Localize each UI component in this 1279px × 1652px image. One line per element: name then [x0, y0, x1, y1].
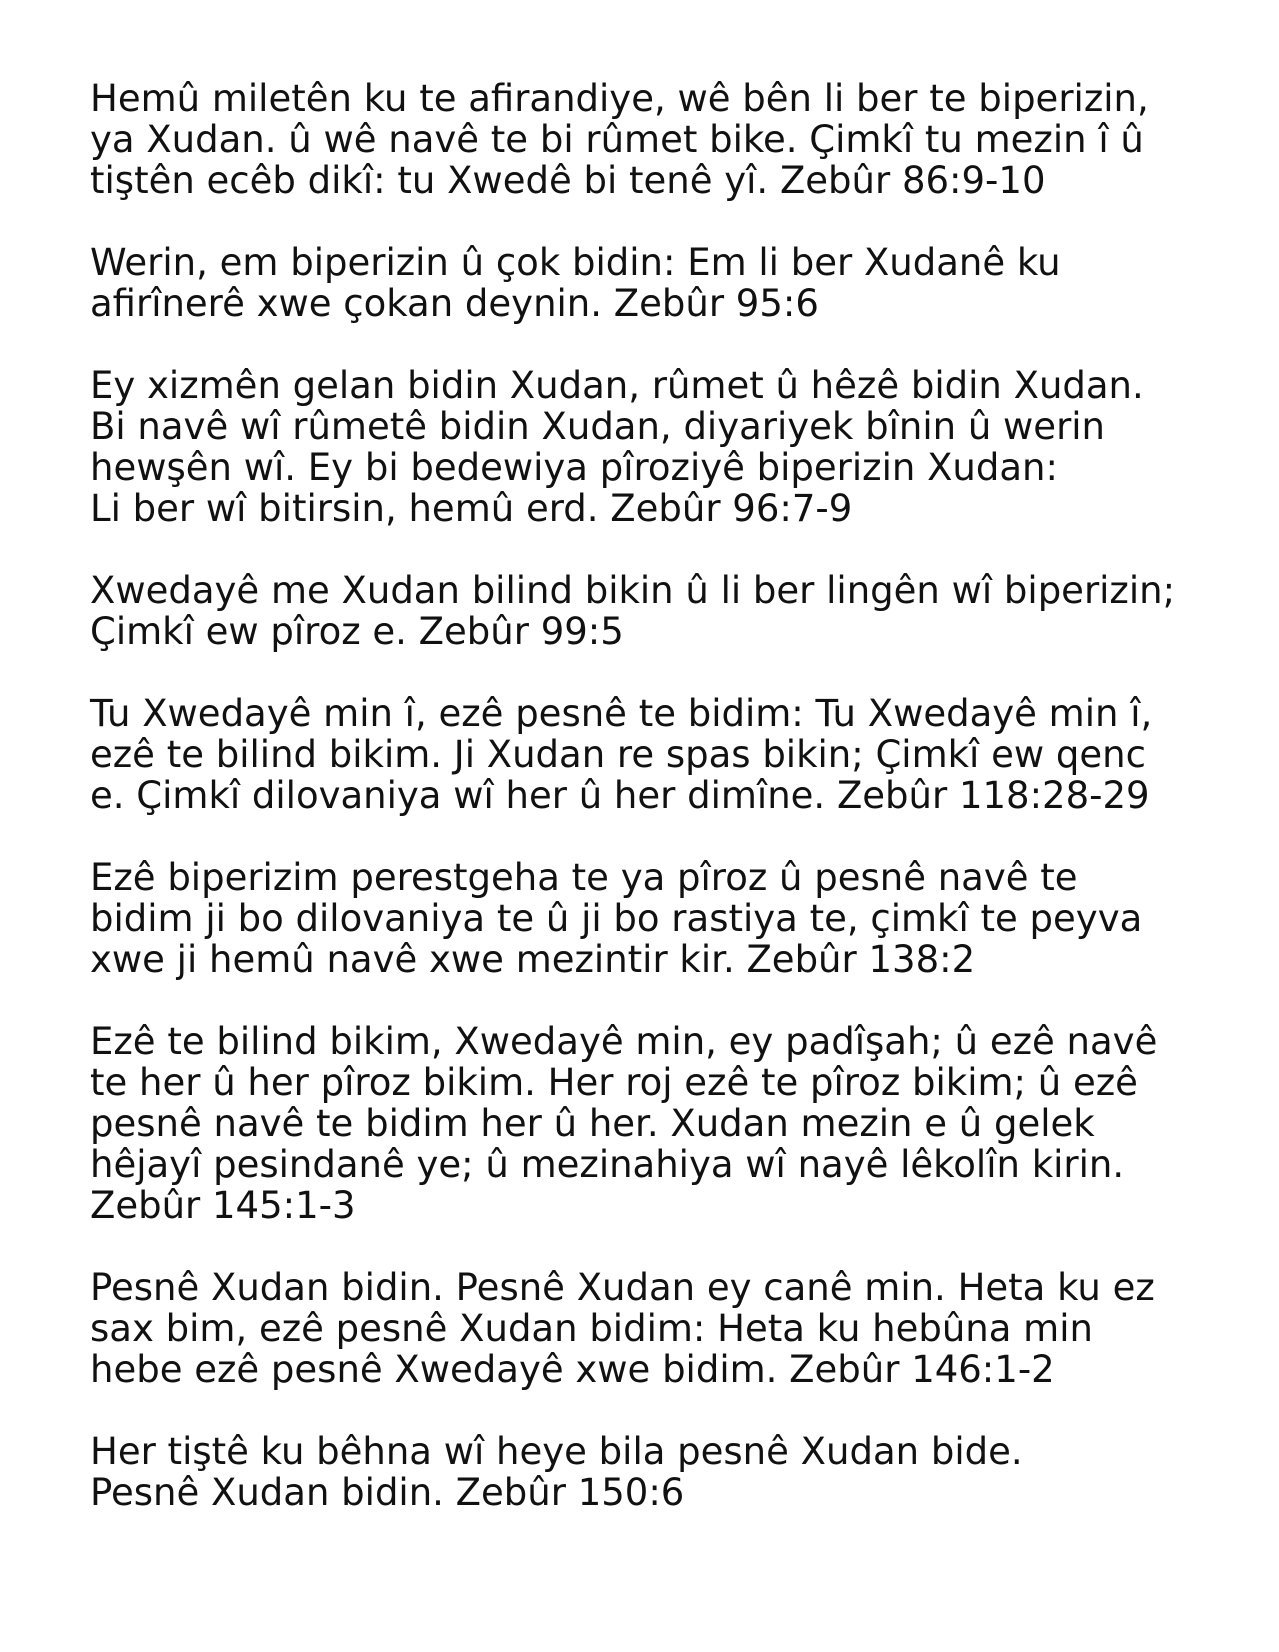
verse-line: Çimkî ew pîroz e. Zebûr 99:5	[90, 610, 624, 653]
verse-line: te her û her pîroz bikim. Her roj ezê te pîroz bikim; û ezê	[90, 1061, 1138, 1104]
verse-line: Ezê biperizim perestgeha te ya pîroz û pesnê navê te	[90, 856, 1078, 899]
verse-line: bidim ji bo dilovaniya te û ji bo rastiya te, çimkî te peyva	[90, 897, 1143, 940]
verse-paragraph-7	[90, 1021, 1230, 1226]
verse-paragraph-4	[90, 570, 1230, 652]
verse-line: Hemû miletên ku te afirandiye, wê bên li ber te biperizin,	[90, 77, 1149, 120]
verse-line: Werin, em biperizin û çok bidin: Em li ber Xudanê ku	[90, 241, 1061, 284]
verse-line: Pesnê Xudan bidin. Zebûr 150:6	[90, 1471, 685, 1514]
verse-paragraph-6	[90, 857, 1230, 980]
verse-paragraph-9	[90, 1431, 1230, 1513]
verse-line: Li ber wî bitirsin, hemû erd. Zebûr 96:7-9	[90, 487, 853, 530]
verse-line: afirînerê xwe çokan deynin. Zebûr 95:6	[90, 282, 819, 325]
verse-line: xwe ji hemû navê xwe mezintir kir. Zebûr 138:2	[90, 938, 976, 981]
verse-paragraph-8	[90, 1267, 1230, 1390]
verse-line: sax bim, ezê pesnê Xudan bidim: Heta ku hebûna min	[90, 1307, 1093, 1350]
verse-line: Xwedayê me Xudan bilind bikin û li ber lingên wî biperizin;	[90, 569, 1176, 612]
verse-line: hewşên wî. Ey bi bedewiya pîroziyê biperizin Xudan:	[90, 446, 1058, 489]
verse-line: Pesnê Xudan bidin. Pesnê Xudan ey canê min. Heta ku ez	[90, 1266, 1155, 1309]
verse-line: hebe ezê pesnê Xwedayê xwe bidim. Zebûr 146:1-2	[90, 1348, 1055, 1391]
document-page	[90, 78, 1230, 1554]
verse-line: ezê te bilind bikim. Ji Xudan re spas bikin; Çimkî ew qenc	[90, 733, 1146, 776]
verse-line: Zebûr 145:1-3	[90, 1184, 356, 1227]
verse-line: Ezê te bilind bikim, Xwedayê min, ey padîşah; û ezê navê	[90, 1020, 1158, 1063]
verse-line: ya Xudan. û wê navê te bi rûmet bike. Çimkî tu mezin î û	[90, 118, 1144, 161]
verse-line: hêjayî pesindanê ye; û mezinahiya wî nayê lêkolîn kirin.	[90, 1143, 1125, 1186]
verse-line: pesnê navê te bidim her û her. Xudan mezin e û gelek	[90, 1102, 1095, 1145]
verse-line: Bi navê wî rûmetê bidin Xudan, diyariyek bînin û werin	[90, 405, 1106, 448]
verse-paragraph-5	[90, 693, 1230, 816]
verse-paragraph-3	[90, 365, 1230, 529]
verse-line: e. Çimkî dilovaniya wî her û her dimîne. Zebûr 118:28-29	[90, 774, 1150, 817]
verse-paragraph-1	[90, 78, 1230, 201]
verse-line: Tu Xwedayê min î, ezê pesnê te bidim: Tu Xwedayê min î,	[90, 692, 1153, 735]
verse-paragraph-2	[90, 242, 1230, 324]
verse-line: Ey xizmên gelan bidin Xudan, rûmet û hêzê bidin Xudan.	[90, 364, 1144, 407]
verse-line: Her tiştê ku bêhna wî heye bila pesnê Xudan bide.	[90, 1430, 1023, 1473]
verse-line: tiştên ecêb dikî: tu Xwedê bi tenê yî. Zebûr 86:9-10	[90, 159, 1046, 202]
